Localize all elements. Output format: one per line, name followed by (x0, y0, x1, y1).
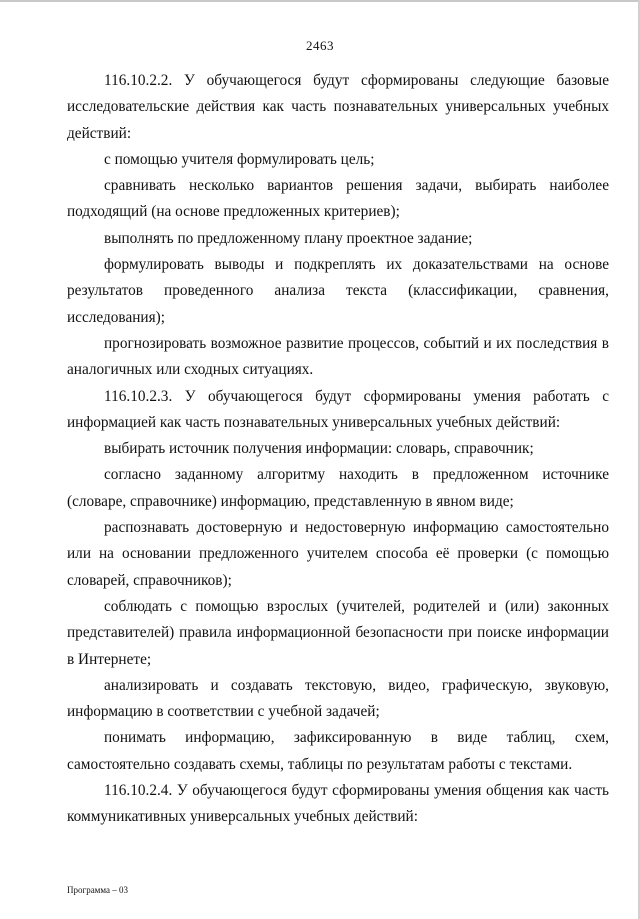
list-item: понимать информацию, зафиксированную в виде таблиц, схем, самостоятельно создавать схемы, таблицы по результатам работы с текстами. (67, 729, 609, 773)
page-number: 2463 (306, 38, 334, 53)
paragraph-116-10-2-4: 116.10.2.4. У обучающегося будут сформированы умения общения как часть коммуникативных универсальных учебных действий: (67, 782, 609, 826)
list-item: распознавать достоверную и недостоверную информацию самостоятельно или на основании предложенного учителем способа её проверки (с помощью словарей, справочников); (67, 519, 609, 589)
list-item: формулировать выводы и подкреплять их доказательствами на основе результатов проведенного анализа текста (классификации, сравнения, исследования); (67, 256, 609, 326)
list-item: с помощью учителя формулировать цель; (104, 150, 375, 168)
list-item: соблюдать с помощью взрослых (учителей, родителей и (или) законных представителей) правила информационной безопасности при поиске информации в Интернете; (67, 597, 609, 668)
list-item: прогнозировать возможное развитие процессов, событий и их последствия в аналогичных или сходных ситуациях. (67, 334, 609, 379)
paragraph-116-10-2-3: 116.10.2.3. У обучающегося будут сформированы умения работать с информацией как часть познавательных универсальных учебных действий: (67, 387, 609, 431)
list-item: сравнивать несколько вариантов решения задачи, выбирать наиболее подходящий (на основе предложенных критериев); (67, 177, 609, 221)
document-body (67, 68, 609, 831)
list-item: согласно заданному алгоритму находить в предложенном источнике (словаре, справочнике) информацию, представленную в явном виде; (67, 466, 609, 510)
paragraph-116-10-2-2: 116.10.2.2. У обучающегося будут сформированы следующие базовые исследовательские действия как часть познавательных универсальных учебных действий: (67, 72, 609, 142)
scan-edge-top (0, 0, 640, 2)
footer-program-label: Программа – 03 (67, 885, 129, 895)
list-item: выбирать источник получения информации: словарь, справочник; (104, 440, 534, 458)
list-item: выполнять по предложенному плану проектное задание; (104, 229, 473, 247)
list-item: анализировать и создавать текстовую, видео, графическую, звуковую, информацию в соответствии с учебной задачей; (67, 676, 609, 721)
